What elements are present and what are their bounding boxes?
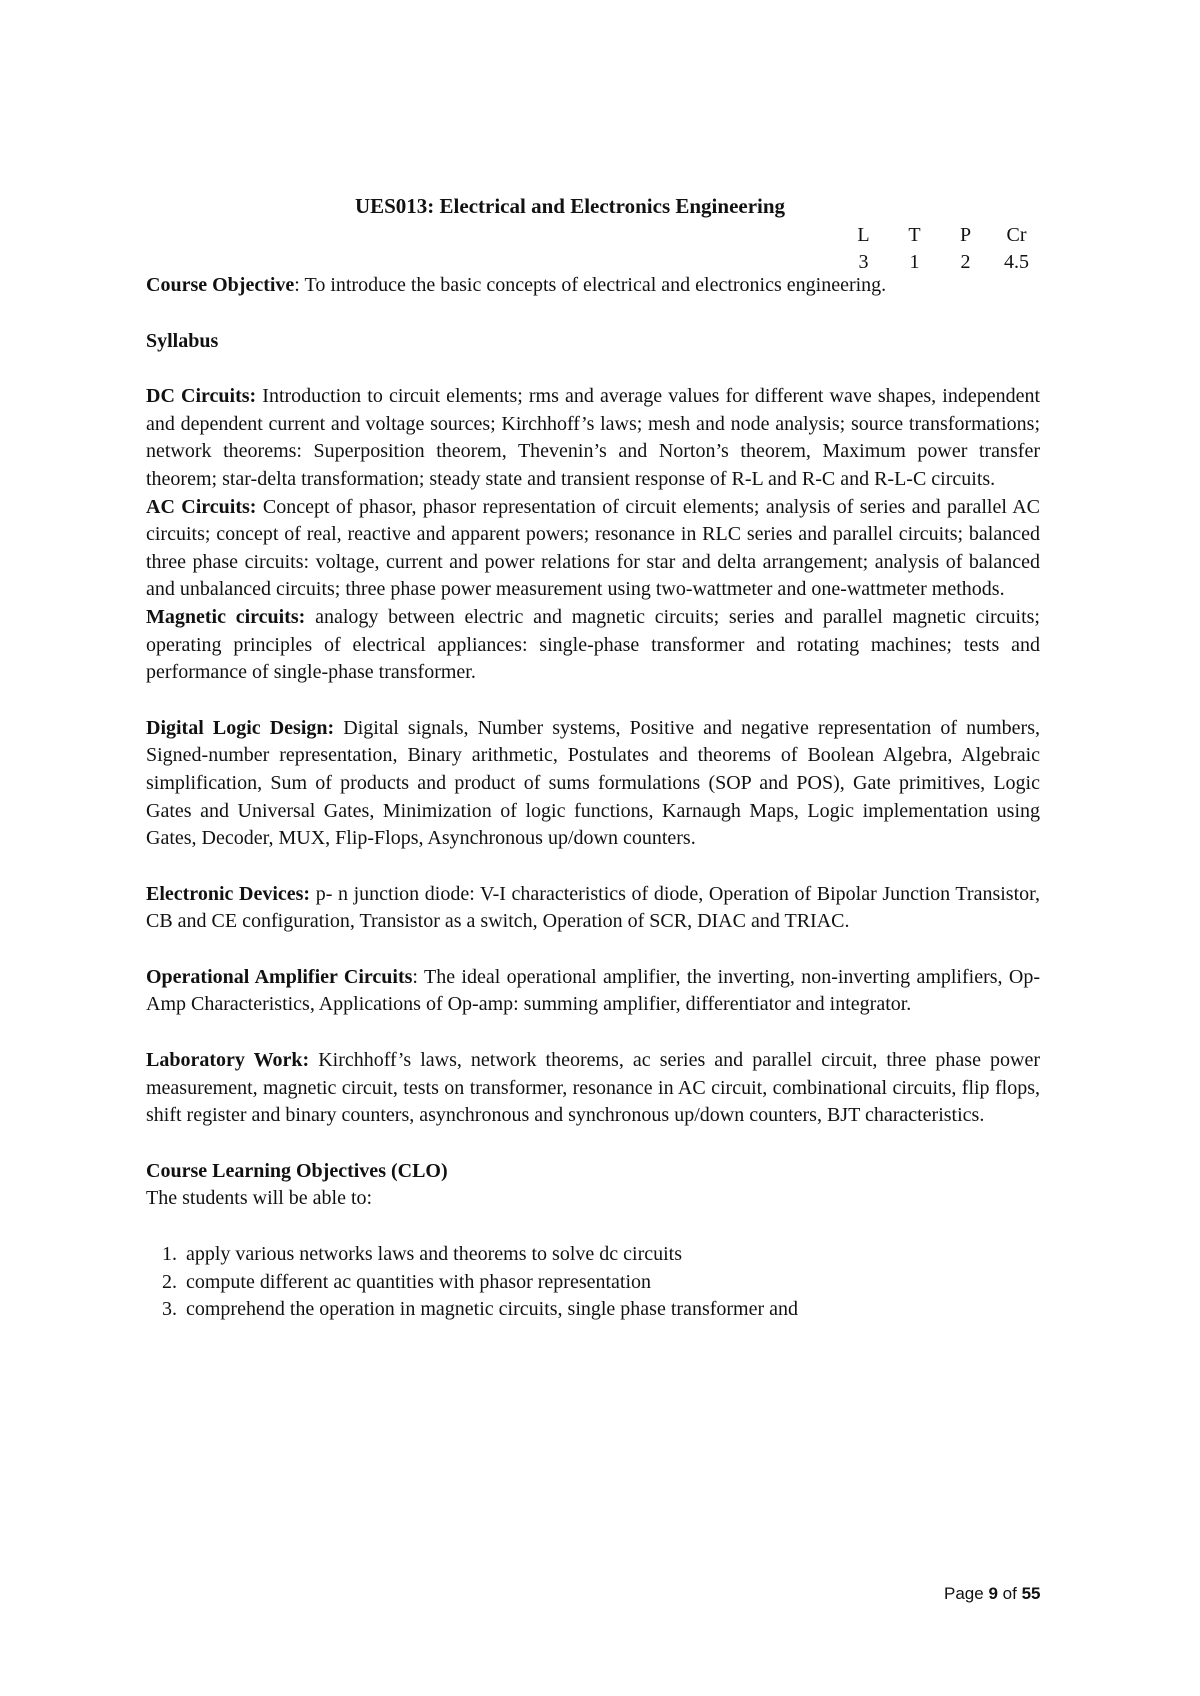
section-oa-text: : The ideal operational amplifier, the inverting, non-inverting amplifiers, Op-Amp Characteristics, Applications of Op-amp: summing amplifier, differentiator and integrator. <box>146 965 1040 1016</box>
ltp-header-row <box>838 222 1042 249</box>
section-electronic-devices <box>146 881 1040 936</box>
footer-total-pages: 55 <box>1021 1584 1041 1603</box>
section-mag-text: analogy between electric and magnetic circuits; series and parallel magnetic circuits; operating principles of electrical appliances: single-phase transformer and rotating machines; tests and performance of single-phase transformer. <box>146 605 1040 684</box>
section-dld-label: Digital Logic Design: <box>146 716 335 739</box>
section-ac-label: AC Circuits: <box>146 495 257 518</box>
ltp-header-cr: Cr <box>1006 224 1027 246</box>
syllabus-content <box>146 272 1040 1324</box>
ltp-value-l: 3 <box>858 251 869 273</box>
ltp-header-t: T <box>908 224 921 246</box>
course-objective-text: : To introduce the basic concepts of electrical and electronics engineering. <box>294 274 887 296</box>
ltp-credits-table <box>838 222 1042 276</box>
section-magnetic-circuits <box>146 604 1040 687</box>
clo-list-item: 3. comprehend the operation in magnetic circuits, single phase transformer and <box>182 1296 1040 1324</box>
clo-intro: The students will be able to: <box>146 1187 373 1210</box>
section-ac-circuits <box>146 494 1040 604</box>
clo-list <box>146 1241 1040 1324</box>
section-mag-label: Magnetic circuits: <box>146 605 306 628</box>
section-dc-text: Introduction to circuit elements; rms and average values for different wave shapes, independent and dependent current and voltage sources; Kirchhoff’s laws; mesh and node analysis; source transformations; network theorems: Superposition theorem, Thevenin’s and Norton’s theorem, Maximum power transfer theorem; star-delta transformation; steady state and transient response of R-L and R-C and R-L-C circuits. <box>146 385 1041 490</box>
section-lab-text: Kirchhoff’s laws, network theorems, ac series and parallel circuit, three phase power measurement, magnetic circuit, tests on transformer, resonance in AC circuit, combinational circuits, flip flops, shift register and binary counters, asynchronous and synchronous up/down counters, BJT characteristics. <box>146 1049 1040 1127</box>
section-ac-text: Concept of phasor, phasor representation of circuit elements; analysis of series and parallel AC circuits; concept of real, reactive and apparent powers; resonance in RLC series and parallel circuits; balanced three phase circuits: voltage, current and power relations for star and delta arrangement; analysis of balanced and unbalanced circuits; three phase power measurement using two-wattmeter and one-wattmeter methods. <box>146 495 1041 601</box>
footer-current-page: 9 <box>988 1584 998 1603</box>
section-dc-label: DC Circuits: <box>146 385 257 408</box>
page-number-footer <box>944 1584 1040 1604</box>
section-oa-label: Operational Amplifier Circuits <box>146 965 413 988</box>
ltp-value-cr: 4.5 <box>1004 251 1029 273</box>
clo-list-item: 2. compute different ac quantities with phasor representation <box>182 1269 1040 1297</box>
course-objective-label: Course Objective <box>146 274 295 296</box>
ltp-value-p: 2 <box>960 251 971 273</box>
ltp-header-p: P <box>959 224 972 246</box>
section-ed-text: p- n junction diode: V-I characteristics of diode, Operation of Bipolar Junction Transistor, CB and CE configuration, Transistor as a switch, Operation of SCR, DIAC and TRIAC. <box>146 882 1040 933</box>
ltp-value-t: 1 <box>909 251 920 273</box>
footer-page-word: Page <box>944 1584 984 1603</box>
section-dc-circuits <box>146 383 1040 493</box>
syllabus-heading: Syllabus <box>146 329 219 352</box>
course-objective <box>146 272 926 300</box>
course-title: UES013: Electrical and Electronics Engineering <box>354 194 786 218</box>
clo-list-item: 1. apply various networks laws and theorems to solve dc circuits <box>182 1241 1040 1269</box>
section-lab-label: Laboratory Work: <box>146 1049 310 1072</box>
section-digital-logic-design <box>146 715 1040 853</box>
section-dld-text: Digital signals, Number systems, Positive and negative representation of numbers, Signed-number representation, Binary arithmetic, Postulates and theorems of Boolean Algebra, Algebraic simplification, Sum of products and product of sums formulations (SOP and POS), Gate primitives, Logic Gates and Universal Gates, Minimization of logic functions, Karnaugh Maps, Logic implementation using Gates, Decoder, MUX, Flip-Flops, Asynchronous up/down counters. <box>146 716 1040 850</box>
footer-of-word: of <box>1002 1584 1017 1603</box>
clo-heading: Course Learning Objectives (CLO) <box>146 1159 448 1182</box>
section-ed-label: Electronic Devices: <box>146 882 311 905</box>
section-operational-amplifier <box>146 964 1040 1019</box>
section-laboratory-work <box>146 1047 1040 1130</box>
ltp-header-l: L <box>857 224 870 246</box>
